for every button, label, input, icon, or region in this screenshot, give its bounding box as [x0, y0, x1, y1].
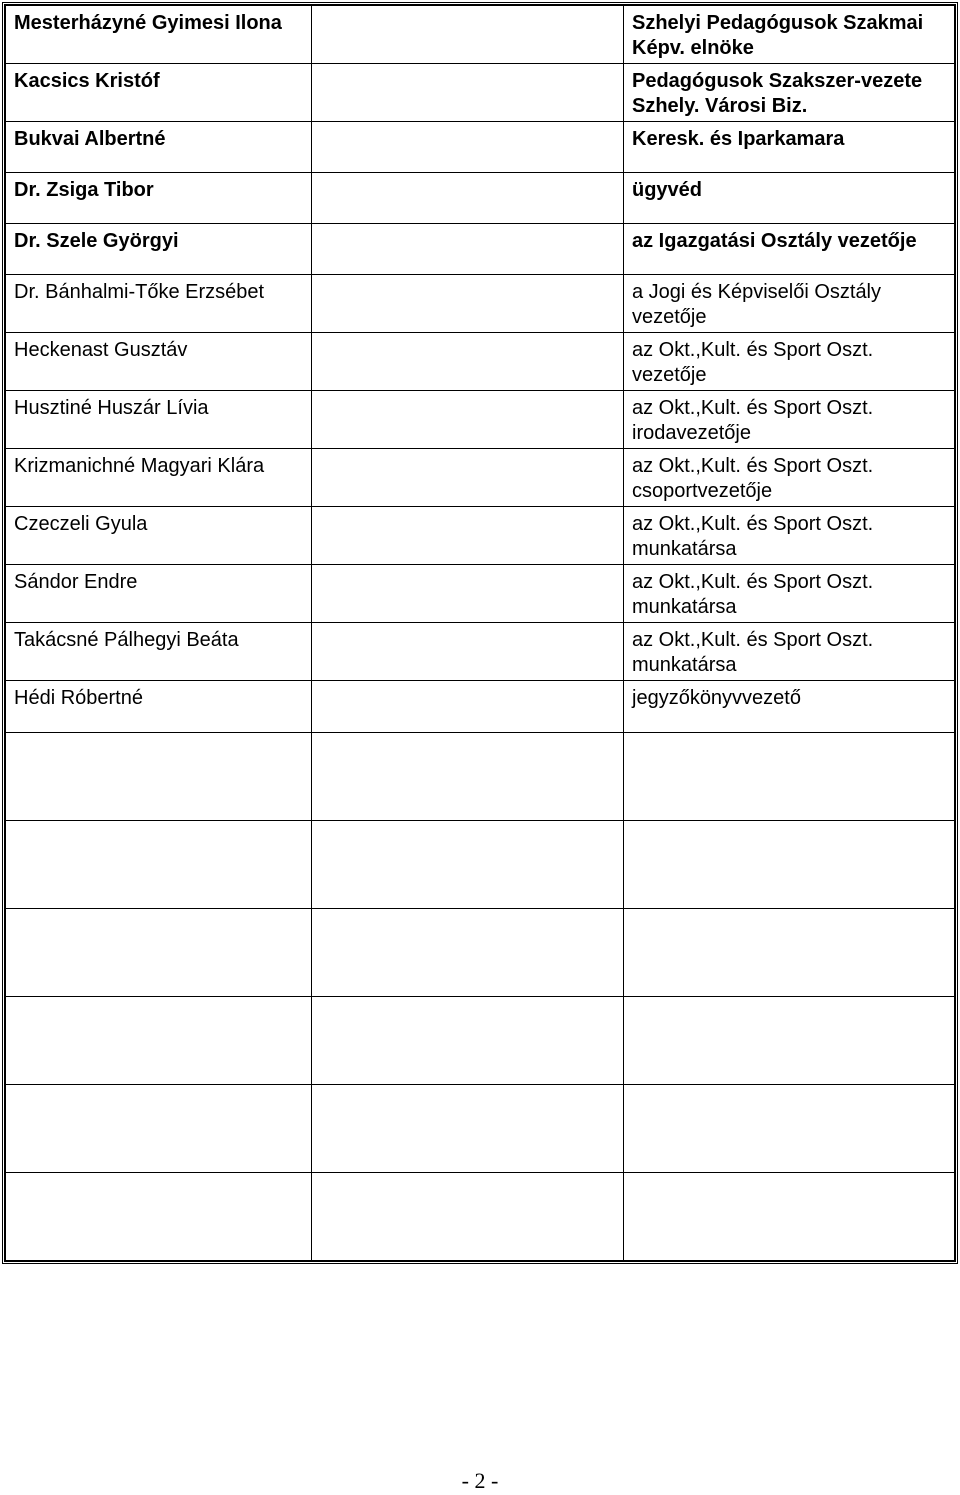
signature-cell [312, 507, 624, 565]
empty-cell [312, 909, 624, 997]
empty-cell [624, 821, 955, 909]
empty-cell [6, 997, 312, 1085]
table-row [6, 275, 955, 333]
attendee-name: Husztiné Huszár Lívia [6, 391, 312, 449]
empty-cell [312, 997, 624, 1085]
attendee-role: az Okt.,Kult. és Sport Oszt. irodavezetője [624, 391, 955, 449]
empty-cell [6, 1085, 312, 1173]
attendee-name: Bukvai Albertné [6, 122, 312, 173]
empty-cell [624, 1085, 955, 1173]
table-row [6, 173, 955, 224]
empty-row [6, 733, 955, 821]
table-row [6, 623, 955, 681]
empty-cell [624, 1173, 955, 1261]
attendee-role: Pedagógusok Szakszer-vezete Szhely. Városi Biz. [624, 64, 955, 122]
empty-cell [312, 733, 624, 821]
empty-row [6, 1173, 955, 1261]
empty-row [6, 821, 955, 909]
signature-cell [312, 122, 624, 173]
attendee-role: az Okt.,Kult. és Sport Oszt. munkatársa [624, 623, 955, 681]
attendee-name: Czeczeli Gyula [6, 507, 312, 565]
attendee-name: Takácsné Pálhegyi Beáta [6, 623, 312, 681]
empty-cell [624, 909, 955, 997]
attendee-name: Krizmanichné Magyari Klára [6, 449, 312, 507]
attendee-role: jegyzőkönyvvezető [624, 681, 955, 733]
signature-cell [312, 224, 624, 275]
empty-row [6, 909, 955, 997]
table-row [6, 6, 955, 64]
signature-cell [312, 391, 624, 449]
signature-cell [312, 449, 624, 507]
signature-cell [312, 275, 624, 333]
attendance-sheet [2, 2, 958, 1264]
attendee-name: Dr. Szele Györgyi [6, 224, 312, 275]
signature-cell [312, 6, 624, 64]
attendee-role: az Igazgatási Osztály vezetője [624, 224, 955, 275]
empty-row [6, 997, 955, 1085]
signature-cell [312, 681, 624, 733]
attendee-role: az Okt.,Kult. és Sport Oszt. vezetője [624, 333, 955, 391]
empty-cell [624, 733, 955, 821]
table-row [6, 391, 955, 449]
table-row [6, 507, 955, 565]
attendee-name: Dr. Zsiga Tibor [6, 173, 312, 224]
table-row [6, 565, 955, 623]
empty-cell [6, 909, 312, 997]
attendee-name: Sándor Endre [6, 565, 312, 623]
table-row [6, 681, 955, 733]
attendee-name: Dr. Bánhalmi-Tőke Erzsébet [6, 275, 312, 333]
attendee-role: az Okt.,Kult. és Sport Oszt. munkatársa [624, 565, 955, 623]
empty-cell [312, 821, 624, 909]
attendee-role: az Okt.,Kult. és Sport Oszt. munkatársa [624, 507, 955, 565]
signature-cell [312, 333, 624, 391]
empty-cell [624, 997, 955, 1085]
attendee-role: a Jogi és Képviselői Osztály vezetője [624, 275, 955, 333]
table-row [6, 122, 955, 173]
signature-cell [312, 565, 624, 623]
attendee-role: Szhelyi Pedagógusok Szakmai Képv. elnöke [624, 6, 955, 64]
empty-cell [6, 733, 312, 821]
table-row [6, 333, 955, 391]
empty-cell [312, 1173, 624, 1261]
table-row [6, 64, 955, 122]
attendee-name: Kacsics Kristóf [6, 64, 312, 122]
attendee-name: Heckenast Gusztáv [6, 333, 312, 391]
attendee-name: Hédi Róbertné [6, 681, 312, 733]
table-row [6, 449, 955, 507]
empty-cell [312, 1085, 624, 1173]
attendee-role: ügyvéd [624, 173, 955, 224]
page-number: - 2 - [461, 1468, 499, 1493]
attendance-table [5, 5, 955, 1261]
signature-cell [312, 173, 624, 224]
attendee-role: Keresk. és Iparkamara [624, 122, 955, 173]
signature-cell [312, 64, 624, 122]
attendee-name: Mesterházyné Gyimesi Ilona [6, 6, 312, 64]
empty-row [6, 1085, 955, 1173]
table-row [6, 224, 955, 275]
signature-cell [312, 623, 624, 681]
empty-cell [6, 1173, 312, 1261]
empty-cell [6, 821, 312, 909]
attendee-role: az Okt.,Kult. és Sport Oszt. csoportvezetője [624, 449, 955, 507]
